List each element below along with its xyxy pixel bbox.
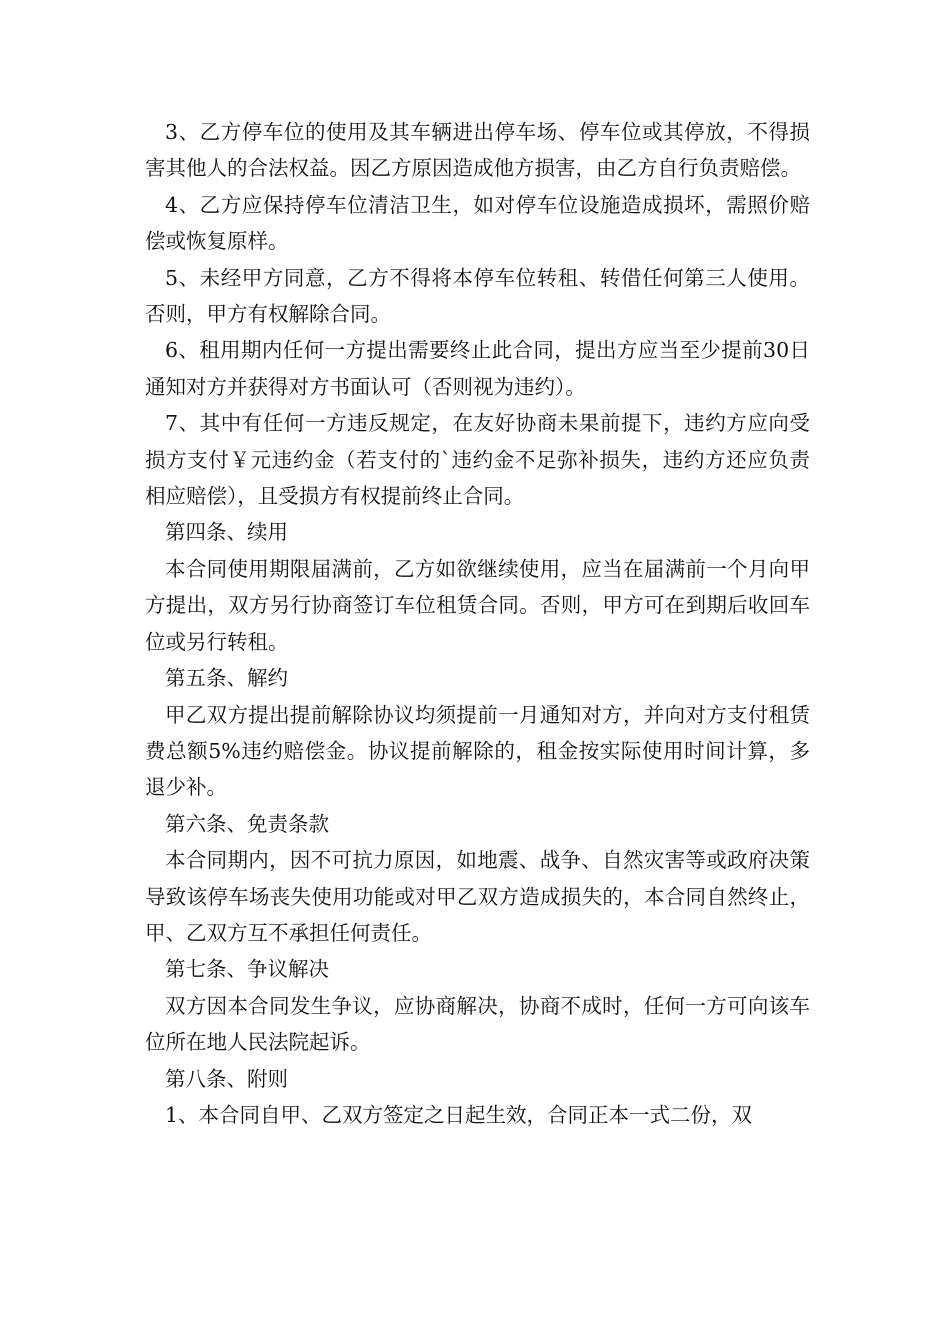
- article-5-heading: 第五条、解约: [165, 666, 288, 691]
- clause-7-paragraph: 7、其中有任何一方违反规定，在友好协商未果前提下，违约方应向受损方支付￥元违约金（若支付的`违约金不足弥补损失，违约方还应负责相应赔偿），且受损方有权提前终止合同。: [145, 411, 810, 509]
- article-4-paragraph: 本合同使用期限届满前，乙方如欲继续使用，应当在届满前一个月向甲方提出，双方另行协商签订车位租赁合同。否则，甲方可在到期后收回车位或另行转租。: [145, 556, 810, 654]
- clause-6-paragraph: 6、租用期内任何一方提出需要终止此合同，提出方应当至少提前30日通知对方并获得对方书面认可（否则视为违约）。: [145, 338, 810, 399]
- article-7-heading: 第七条、争议解决: [165, 957, 329, 982]
- article-6-heading: 第六条、免责条款: [165, 811, 329, 836]
- article-8-clause-1-paragraph: 1、本合同自甲、乙双方签定之日起生效，合同正本一式二份，双: [165, 1102, 753, 1127]
- contract-body: [145, 114, 810, 1133]
- article-6-paragraph: 本合同期内，因不可抗力原因，如地震、战争、自然灾害等或政府决策导致该停车场丧失使用功能或对甲乙双方造成损失的，本合同自然终止，甲、乙双方互不承担任何责任。: [145, 848, 810, 945]
- article-7-paragraph: 双方因本合同发生争议，应协商解决，协商不成时，任何一方可向该车位所在地人民法院起诉。: [145, 993, 810, 1055]
- clause-5-paragraph: 5、未经甲方同意，乙方不得将本停车位转租、转借任何第三人使用。否则，甲方有权解除合同。: [145, 265, 810, 327]
- clause-3-paragraph: 3、乙方停车位的使用及其车辆进出停车场、停车位或其停放，不得损害其他人的合法权益。因乙方原因造成他方损害，由乙方自行负责赔偿。: [145, 120, 810, 181]
- clause-4-paragraph: 4、乙方应保持停车位清洁卫生，如对停车位设施造成损坏，需照价赔偿或恢复原样。: [145, 192, 810, 254]
- article-4-heading: 第四条、续用: [165, 520, 288, 545]
- article-8-heading: 第八条、附则: [165, 1066, 288, 1091]
- article-5-paragraph: 甲乙双方提出提前解除协议均须提前一月通知对方，并向对方支付租赁费总额5%违约赔偿金。协议提前解除的，租金按实际使用时间计算，多退少补。: [145, 702, 810, 800]
